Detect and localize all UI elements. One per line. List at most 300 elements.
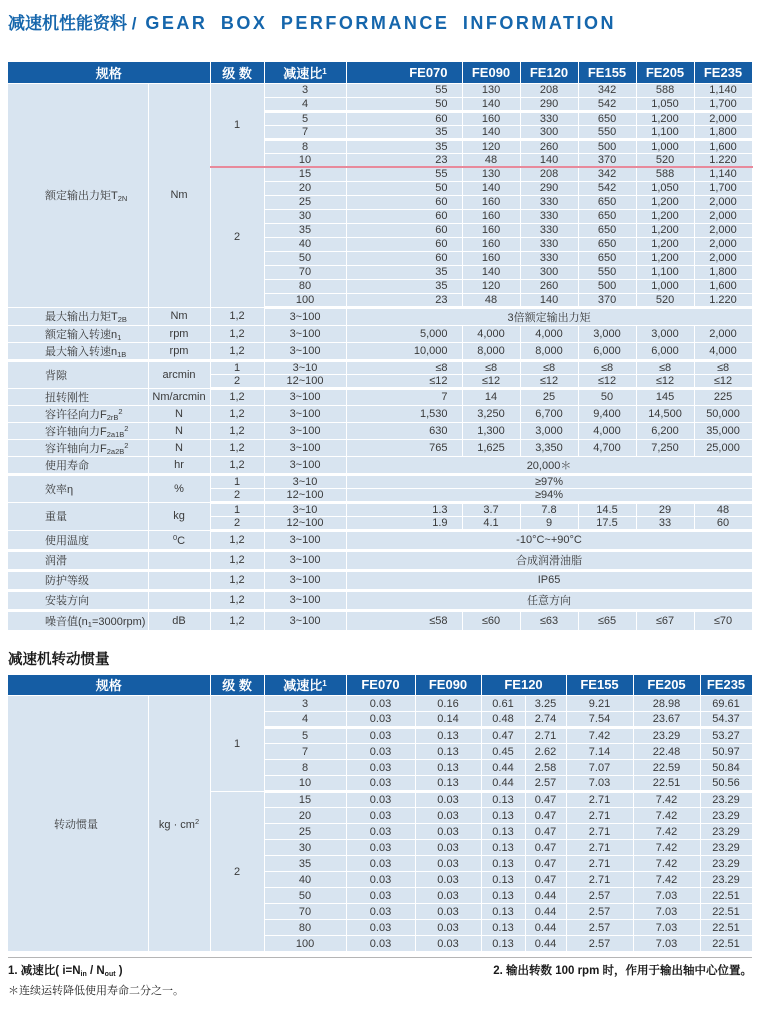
value-cell: 160 (462, 237, 520, 251)
value-cell: 300 (520, 125, 578, 139)
value-cell: 35 (346, 279, 462, 293)
header-model: FE120 (520, 62, 578, 83)
value-cell: 0.03 (415, 856, 481, 872)
value-cell: 630 (346, 422, 462, 439)
value-cell: 2.74 (525, 712, 566, 728)
value-cell: 5,000 (346, 325, 462, 342)
ratio-cell: 3~10 (264, 360, 346, 374)
header-row (8, 62, 752, 83)
value-cell: 130 (462, 83, 520, 97)
value-cell: 650 (578, 111, 636, 125)
span-value-cell: ≥94% (346, 488, 752, 502)
ratio-cell: 25 (264, 195, 346, 209)
value-cell: 140 (462, 181, 520, 195)
value-cell: 23.29 (700, 808, 752, 824)
value-cell: 0.03 (346, 712, 415, 728)
value-cell: 1,000 (636, 279, 694, 293)
stage-cell: 1 (210, 502, 264, 516)
spec-label-cell: 效率η (8, 474, 148, 502)
value-cell: 7.42 (633, 840, 700, 856)
value-cell: 2,000 (694, 325, 752, 342)
value-cell: 0.13 (415, 728, 481, 744)
value-cell: 0.03 (346, 696, 415, 712)
value-cell: 0.03 (346, 744, 415, 760)
value-cell: 48 (694, 502, 752, 516)
value-cell: 2,000 (694, 195, 752, 209)
value-cell: 1,200 (636, 223, 694, 237)
header-ratio: 减速比$^1$ (264, 62, 346, 83)
value-cell: 60 (346, 111, 462, 125)
value-cell: 23.67 (633, 712, 700, 728)
ratio-cell: 80 (264, 279, 346, 293)
value-cell: 0.03 (346, 872, 415, 888)
header-model: FE090 (462, 62, 520, 83)
ratio-cell: 30 (264, 840, 346, 856)
ratio-cell: 25 (264, 824, 346, 840)
value-cell: 370 (578, 153, 636, 167)
span-value-cell: 合成润滑油脂 (346, 550, 752, 570)
inertia-table (8, 675, 753, 953)
spec-label-cell: 最大输入转速$n_{1B}$ (8, 342, 148, 360)
value-cell: 0.03 (346, 936, 415, 952)
unit-cell: hr (148, 456, 210, 474)
ratio-cell: 3~10 (264, 502, 346, 516)
value-cell: 500 (578, 279, 636, 293)
value-cell: 0.03 (415, 840, 481, 856)
stage-cell: 1,2 (210, 422, 264, 439)
value-cell: 0.13 (481, 888, 525, 904)
value-cell: 542 (578, 97, 636, 111)
value-cell: 0.13 (481, 920, 525, 936)
header-model: FE205 (636, 62, 694, 83)
value-cell: 0.03 (346, 760, 415, 776)
ratio-cell: 3~10 (264, 474, 346, 488)
value-cell: 22.51 (700, 936, 752, 952)
value-cell: 22.51 (700, 920, 752, 936)
ratio-cell: 8 (264, 760, 346, 776)
value-cell: 1,200 (636, 111, 694, 125)
ratio-cell: 20 (264, 808, 346, 824)
table-row (8, 360, 752, 374)
value-cell: 260 (520, 139, 578, 153)
value-cell: 8,000 (520, 342, 578, 360)
value-cell: 23.29 (700, 840, 752, 856)
table-row (8, 422, 752, 439)
value-cell: 4,000 (462, 325, 520, 342)
value-cell: 520 (636, 153, 694, 167)
spec-label-cell: 使用温度 (8, 530, 148, 550)
unit-cell: N (148, 439, 210, 456)
value-cell: 0.45 (481, 744, 525, 760)
value-cell: 0.03 (415, 904, 481, 920)
value-cell: 2.71 (566, 808, 633, 824)
ratio-cell: 12~100 (264, 488, 346, 502)
value-cell: 120 (462, 279, 520, 293)
value-cell: 550 (578, 265, 636, 279)
table-row (8, 696, 752, 712)
value-cell: 3,000 (636, 325, 694, 342)
value-cell: 33 (636, 516, 694, 530)
value-cell: ≤12 (346, 374, 462, 388)
value-cell: 0.03 (415, 872, 481, 888)
ratio-cell: 3~100 (264, 590, 346, 610)
value-cell: 2.71 (566, 792, 633, 808)
ratio-cell: 40 (264, 237, 346, 251)
value-cell: 1,000 (636, 139, 694, 153)
ratio-cell: 30 (264, 209, 346, 223)
ratio-cell: 70 (264, 265, 346, 279)
value-cell: 2.62 (525, 744, 566, 760)
value-cell: 1,800 (694, 265, 752, 279)
value-cell: ≤63 (520, 610, 578, 630)
table-row (8, 388, 752, 405)
ratio-cell: 3~100 (264, 405, 346, 422)
value-cell: 2,000 (694, 251, 752, 265)
header-spec: 规格 (8, 675, 210, 696)
value-cell: 0.03 (346, 904, 415, 920)
stage-cell: 1,2 (210, 550, 264, 570)
unit-cell: N (148, 422, 210, 439)
value-cell: 3.25 (525, 696, 566, 712)
value-cell: 130 (462, 167, 520, 181)
value-cell: 2.58 (525, 760, 566, 776)
value-cell: 7.03 (633, 920, 700, 936)
value-cell: 7.8 (520, 502, 578, 516)
table-row (8, 590, 752, 610)
value-cell: 140 (462, 125, 520, 139)
value-cell: 2,000 (694, 237, 752, 251)
value-cell: 2,000 (694, 111, 752, 125)
value-cell: 0.47 (525, 856, 566, 872)
value-cell: 225 (694, 388, 752, 405)
spec-label-cell: 扭转刚性 (8, 388, 148, 405)
value-cell: 22.51 (700, 888, 752, 904)
value-cell: 48 (462, 293, 520, 307)
ratio-cell: 3~100 (264, 342, 346, 360)
value-cell: ≤12 (694, 374, 752, 388)
value-cell: 22.51 (700, 904, 752, 920)
value-cell: 330 (520, 223, 578, 237)
table-row (8, 550, 752, 570)
ratio-cell: 3 (264, 696, 346, 712)
value-cell: 1,100 (636, 125, 694, 139)
stage-cell: 2 (210, 167, 264, 307)
value-cell: 330 (520, 237, 578, 251)
footnote-row (8, 962, 752, 978)
ratio-cell: 100 (264, 293, 346, 307)
value-cell: 0.47 (481, 728, 525, 744)
value-cell: 60 (346, 237, 462, 251)
ratio-cell: 50 (264, 251, 346, 265)
value-cell: 0.03 (346, 728, 415, 744)
ratio-cell: 3~100 (264, 325, 346, 342)
value-cell: 35,000 (694, 422, 752, 439)
footnote-1: 1. 减速比( $i=N_{in} / N_{out}$ ) (8, 965, 123, 978)
value-cell: 0.13 (481, 808, 525, 824)
value-cell: 7.42 (566, 728, 633, 744)
ratio-cell: 3~100 (264, 439, 346, 456)
value-cell: 3,250 (462, 405, 520, 422)
value-cell: 1,140 (694, 167, 752, 181)
value-cell: 50 (346, 97, 462, 111)
value-cell: 260 (520, 279, 578, 293)
stage-cell: 1,2 (210, 570, 264, 590)
value-cell: 6,700 (520, 405, 578, 422)
value-cell: 1,300 (462, 422, 520, 439)
value-cell: 0.44 (525, 936, 566, 952)
header-model: FE235 (700, 675, 752, 696)
value-cell: 7,250 (636, 439, 694, 456)
stage-cell: 1 (210, 696, 264, 792)
value-cell: 2.71 (566, 872, 633, 888)
table-row (8, 474, 752, 488)
value-cell: 1.3 (346, 502, 462, 516)
value-cell: ≤58 (346, 610, 462, 630)
value-cell: 1,100 (636, 265, 694, 279)
stage-cell: 1,2 (210, 590, 264, 610)
unit-cell: N (148, 405, 210, 422)
table-row (8, 307, 752, 325)
table-row (8, 530, 752, 550)
unit-cell: rpm (148, 342, 210, 360)
spec-label-cell: 容许轴向力$F_{2a2B}^2$ (8, 439, 148, 456)
value-cell: 330 (520, 195, 578, 209)
value-cell: 208 (520, 83, 578, 97)
value-cell: 145 (636, 388, 694, 405)
value-cell: 23.29 (700, 824, 752, 840)
value-cell: 14,500 (636, 405, 694, 422)
value-cell: 1,600 (694, 279, 752, 293)
ratio-cell: 4 (264, 97, 346, 111)
value-cell: 7.03 (633, 936, 700, 952)
value-cell: 4,000 (694, 342, 752, 360)
span-value-cell: 3倍额定输出力矩 (346, 307, 752, 325)
value-cell: 650 (578, 223, 636, 237)
ratio-cell: 35 (264, 856, 346, 872)
header-model: FE205 (633, 675, 700, 696)
ratio-cell: 35 (264, 223, 346, 237)
value-cell: 0.03 (346, 840, 415, 856)
value-cell: 1,200 (636, 209, 694, 223)
stage-cell: 2 (210, 516, 264, 530)
value-cell: 60 (346, 209, 462, 223)
value-cell: 22.51 (633, 776, 700, 792)
header-ratio: 减速比$^1$ (264, 675, 346, 696)
value-cell: 1,200 (636, 237, 694, 251)
value-cell: ≤60 (462, 610, 520, 630)
value-cell: 330 (520, 209, 578, 223)
value-cell: 160 (462, 195, 520, 209)
unit-cell: kg (148, 502, 210, 530)
stage-cell: 1,2 (210, 439, 264, 456)
value-cell: ≤70 (694, 610, 752, 630)
stage-cell: 1 (210, 83, 264, 167)
page-title (8, 6, 752, 36)
value-cell: 3,000 (520, 422, 578, 439)
footnote-2: 2. 输出转数 100 rpm 时，作用于输出轴中心位置。 (493, 965, 752, 977)
value-cell: 0.44 (481, 776, 525, 792)
value-cell: 1,625 (462, 439, 520, 456)
value-cell: 14.5 (578, 502, 636, 516)
value-cell: 50.97 (700, 744, 752, 760)
ratio-cell: 40 (264, 872, 346, 888)
value-cell: 1,530 (346, 405, 462, 422)
value-cell: 0.14 (415, 712, 481, 728)
table-row (8, 83, 752, 97)
value-cell: 7.03 (633, 888, 700, 904)
spec-label-cell: 安装方向 (8, 590, 148, 610)
value-cell: 300 (520, 265, 578, 279)
unit-cell: arcmin (148, 360, 210, 388)
value-cell: 7.03 (566, 776, 633, 792)
value-cell: 0.03 (346, 888, 415, 904)
value-cell: ≤8 (694, 360, 752, 374)
ratio-cell: 12~100 (264, 374, 346, 388)
value-cell: 3,000 (578, 325, 636, 342)
value-cell: 7.07 (566, 760, 633, 776)
value-cell: 0.13 (481, 904, 525, 920)
value-cell: 330 (520, 251, 578, 265)
value-cell: 140 (520, 153, 578, 167)
spec-label-cell: 最大输出力矩$T_{2B}$ (8, 307, 148, 325)
value-cell: ≤65 (578, 610, 636, 630)
value-cell: 160 (462, 111, 520, 125)
value-cell: 4.1 (462, 516, 520, 530)
value-cell: 370 (578, 293, 636, 307)
value-cell: 290 (520, 97, 578, 111)
header-model: FE155 (578, 62, 636, 83)
value-cell: 7.42 (633, 872, 700, 888)
value-cell: 2.57 (525, 776, 566, 792)
unit-cell: dB (148, 610, 210, 630)
table-row (8, 342, 752, 360)
unit-cell: $^0$C (148, 530, 210, 550)
header-model: FE090 (415, 675, 481, 696)
stage-cell: 1 (210, 474, 264, 488)
value-cell: 0.13 (481, 856, 525, 872)
value-cell: 8,000 (462, 342, 520, 360)
spec-label-cell: 防护等级 (8, 570, 148, 590)
value-cell: 3.7 (462, 502, 520, 516)
value-cell: 0.03 (346, 776, 415, 792)
value-cell: 2.57 (566, 904, 633, 920)
value-cell: ≤8 (636, 360, 694, 374)
ratio-cell: 3~100 (264, 610, 346, 630)
value-cell: 0.47 (525, 824, 566, 840)
stage-cell: 2 (210, 792, 264, 952)
stage-cell: 1,2 (210, 307, 264, 325)
value-cell: 160 (462, 223, 520, 237)
header-model: FE070 (346, 675, 415, 696)
value-cell: ≤8 (578, 360, 636, 374)
ratio-cell: 3~100 (264, 422, 346, 439)
value-cell: 160 (462, 251, 520, 265)
value-cell: 23 (346, 293, 462, 307)
span-value-cell: -10°C~+90°C (346, 530, 752, 550)
value-cell: 1,050 (636, 97, 694, 111)
ratio-cell: 8 (264, 139, 346, 153)
spec-label-cell: 重量 (8, 502, 148, 530)
value-cell: 650 (578, 237, 636, 251)
spec-label-cell: 容许轴向力$F_{2a1B}^2$ (8, 422, 148, 439)
value-cell: ≤8 (520, 360, 578, 374)
footnotes (8, 957, 752, 998)
ratio-cell: 10 (264, 776, 346, 792)
value-cell: 140 (520, 293, 578, 307)
table-row (8, 570, 752, 590)
ratio-cell: 5 (264, 728, 346, 744)
ratio-cell: 4 (264, 712, 346, 728)
value-cell: 0.13 (481, 792, 525, 808)
spec-label-cell: 使用寿命 (8, 456, 148, 474)
value-cell: 7.42 (633, 824, 700, 840)
ratio-cell: 3~100 (264, 550, 346, 570)
table-row (8, 456, 752, 474)
value-cell: 54.37 (700, 712, 752, 728)
value-cell: 17.5 (578, 516, 636, 530)
value-cell: ≤12 (636, 374, 694, 388)
stage-cell: 2 (210, 488, 264, 502)
ratio-cell: 3~100 (264, 456, 346, 474)
value-cell: 22.48 (633, 744, 700, 760)
value-cell: 29 (636, 502, 694, 516)
value-cell: 650 (578, 195, 636, 209)
header-row (8, 675, 752, 696)
value-cell: 0.61 (481, 696, 525, 712)
value-cell: 6,000 (636, 342, 694, 360)
value-cell: 1.220 (694, 293, 752, 307)
value-cell: ≤12 (520, 374, 578, 388)
header-stage: 级 数 (210, 62, 264, 83)
value-cell: 0.03 (415, 824, 481, 840)
value-cell: 0.13 (481, 840, 525, 856)
value-cell: 35 (346, 265, 462, 279)
value-cell: 9 (520, 516, 578, 530)
value-cell: 0.47 (525, 840, 566, 856)
value-cell: 542 (578, 181, 636, 195)
ratio-cell: 15 (264, 167, 346, 181)
spec-label-cell: 额定输入转速$n_1$ (8, 325, 148, 342)
value-cell: 342 (578, 167, 636, 181)
value-cell: 2.71 (525, 728, 566, 744)
ratio-cell: 3~100 (264, 530, 346, 550)
stage-cell: 1,2 (210, 456, 264, 474)
value-cell: 7.54 (566, 712, 633, 728)
table-row (8, 502, 752, 516)
stage-cell: 1,2 (210, 325, 264, 342)
value-cell: 520 (636, 293, 694, 307)
span-value-cell: 20,000＊ (346, 456, 752, 474)
value-cell: 0.03 (415, 808, 481, 824)
value-cell: 60 (346, 223, 462, 237)
value-cell: 2.71 (566, 824, 633, 840)
ratio-cell: 3~100 (264, 570, 346, 590)
unit-cell: kg · $cm^2$ (148, 696, 210, 952)
value-cell: 0.13 (415, 744, 481, 760)
value-cell: 0.13 (415, 760, 481, 776)
header-model: FE235 (694, 62, 752, 83)
stage-cell: 1,2 (210, 530, 264, 550)
value-cell: 330 (520, 111, 578, 125)
value-cell: 25,000 (694, 439, 752, 456)
value-cell: 7 (346, 388, 462, 405)
ratio-cell: 7 (264, 125, 346, 139)
value-cell: 1,800 (694, 125, 752, 139)
value-cell: 0.13 (481, 936, 525, 952)
unit-cell: rpm (148, 325, 210, 342)
value-cell: 48 (462, 153, 520, 167)
value-cell: 60 (694, 516, 752, 530)
